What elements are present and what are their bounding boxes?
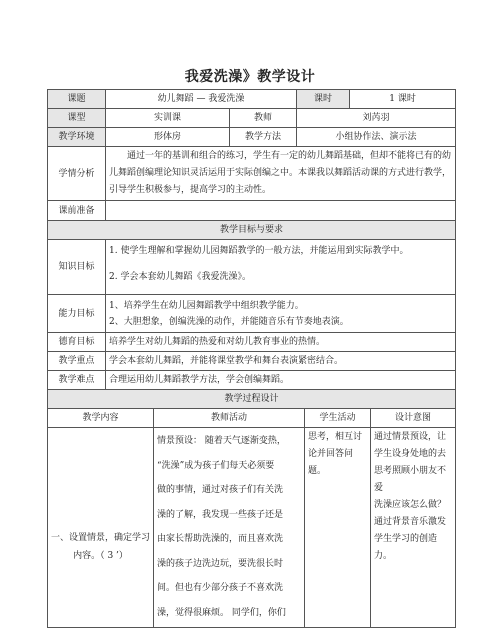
process-table — [47, 389, 456, 628]
step-content: 一、设置情景，确定学习内容。（ 3 ’） — [48, 428, 154, 628]
difficulty-value: 合理运用幼儿舞蹈教学方法，学会创编舞蹈。 — [106, 371, 456, 390]
analysis-text: 通过一年的基训和组合的练习，学生有一定的幼儿舞蹈基础，但却不能将已有的幼儿舞蹈创编理论知识灵活运用于实际创编之中。本课我以舞蹈活动课的方式进行教学，引导学生积极参与，提高学习的主动性。 — [106, 147, 456, 201]
process-header: 教学过程设计 — [48, 390, 456, 409]
intent-line: 洗澡应该怎么做？ — [374, 500, 447, 510]
intent-line: 通过情景预设，让 — [374, 432, 447, 442]
topic-label: 课题 — [48, 90, 106, 109]
student-line: 题。 — [308, 466, 327, 476]
hours-value: 1 课时 — [350, 90, 456, 109]
intent-line: 力。 — [374, 551, 393, 561]
topic-value: 幼儿舞蹈 — 我爱洗澡 — [106, 90, 297, 109]
teacher-line: 由家长帮助洗澡的，而且喜欢洗 — [157, 534, 284, 544]
moral-value: 培养学生对幼儿舞蹈的热爱和对幼儿教育事业的热情。 — [106, 333, 456, 352]
knowledge-item: 1. 使学生理解和掌握幼儿园舞蹈教学的一般方法，并能运用到实际教学中。 — [109, 246, 409, 256]
prep-label: 课前准备 — [48, 201, 106, 221]
teacher-line: “洗澡”成为孩子们每天必须要 — [157, 460, 275, 471]
design-intent — [371, 428, 456, 628]
col-intent-header: 设计意图 — [371, 409, 456, 428]
method-value: 小组协作法、演示法 — [297, 128, 456, 147]
teacher-line: 澡，觉得很麻烦。 同学们，你们 — [157, 607, 286, 618]
intent-line: 学生设身处地的去 — [374, 449, 447, 459]
moral-label: 德育目标 — [48, 333, 106, 352]
teacher-line: 情景预设： 随着天气逐渐变热， — [157, 436, 286, 446]
ability-label: 能力目标 — [48, 295, 106, 333]
teacher-line: 做的事情，通过对孩子们有关洗 — [157, 485, 284, 495]
ability-item: 1、培养学生在幼儿园舞蹈教学中组织教学能力。 — [109, 300, 304, 311]
teacher-line: 澡的了解，我发现一些孩子还是 — [157, 509, 284, 520]
student-line: 论并回答问 — [308, 449, 354, 459]
hours-label: 课时 — [297, 90, 350, 109]
type-label: 课型 — [48, 109, 106, 128]
student-line: 思考，相互讨 — [308, 432, 363, 442]
teacher-line: 间。但也有少部分孩子不喜欢洗 — [157, 583, 284, 593]
env-label: 教学环境 — [48, 128, 106, 147]
knowledge-item: 2. 学会本套幼儿舞蹈《我爱洗澡》。 — [109, 272, 251, 282]
key-point-value: 学会本套幼儿舞蹈，并能将课堂教学和舞台表演紧密结合。 — [106, 352, 456, 371]
env-value: 形体房 — [106, 128, 230, 147]
ability-goals — [106, 295, 456, 333]
method-label: 教学方法 — [230, 128, 297, 147]
analysis-label: 学情分析 — [48, 147, 106, 201]
type-value: 实训课 — [106, 109, 230, 128]
prep-value — [106, 201, 456, 221]
col-teacher-header: 教师活动 — [154, 409, 305, 428]
student-activity — [305, 428, 371, 628]
difficulty-label: 教学难点 — [48, 371, 106, 390]
key-point-label: 教学重点 — [48, 352, 106, 371]
knowledge-label: 知识目标 — [48, 240, 106, 295]
intent-line: 通过背景音乐激发 — [374, 517, 447, 527]
teacher-value: 刘芮羽 — [297, 109, 456, 128]
intent-line: 思考照顾小朋友不爱 — [374, 466, 447, 493]
ability-item: 2、大胆想象，创编洗澡的动作，并能随音乐有节奏地表演。 — [109, 316, 349, 327]
col-content-header: 教学内容 — [48, 409, 154, 428]
knowledge-goals — [106, 240, 456, 295]
col-student-header: 学生活动 — [305, 409, 371, 428]
goals-header: 教学目标与要求 — [48, 221, 456, 240]
intent-line: 学生学习的创造 — [374, 534, 438, 544]
info-table — [47, 89, 456, 390]
lesson-plan-sheet — [47, 89, 455, 628]
teacher-line: 澡的孩子边洗边玩，要洗很长时 — [157, 558, 284, 569]
teacher-label: 教师 — [230, 109, 297, 128]
teacher-activity — [154, 428, 305, 628]
document-title: 我爱洗澡》教学设计 — [184, 69, 316, 85]
